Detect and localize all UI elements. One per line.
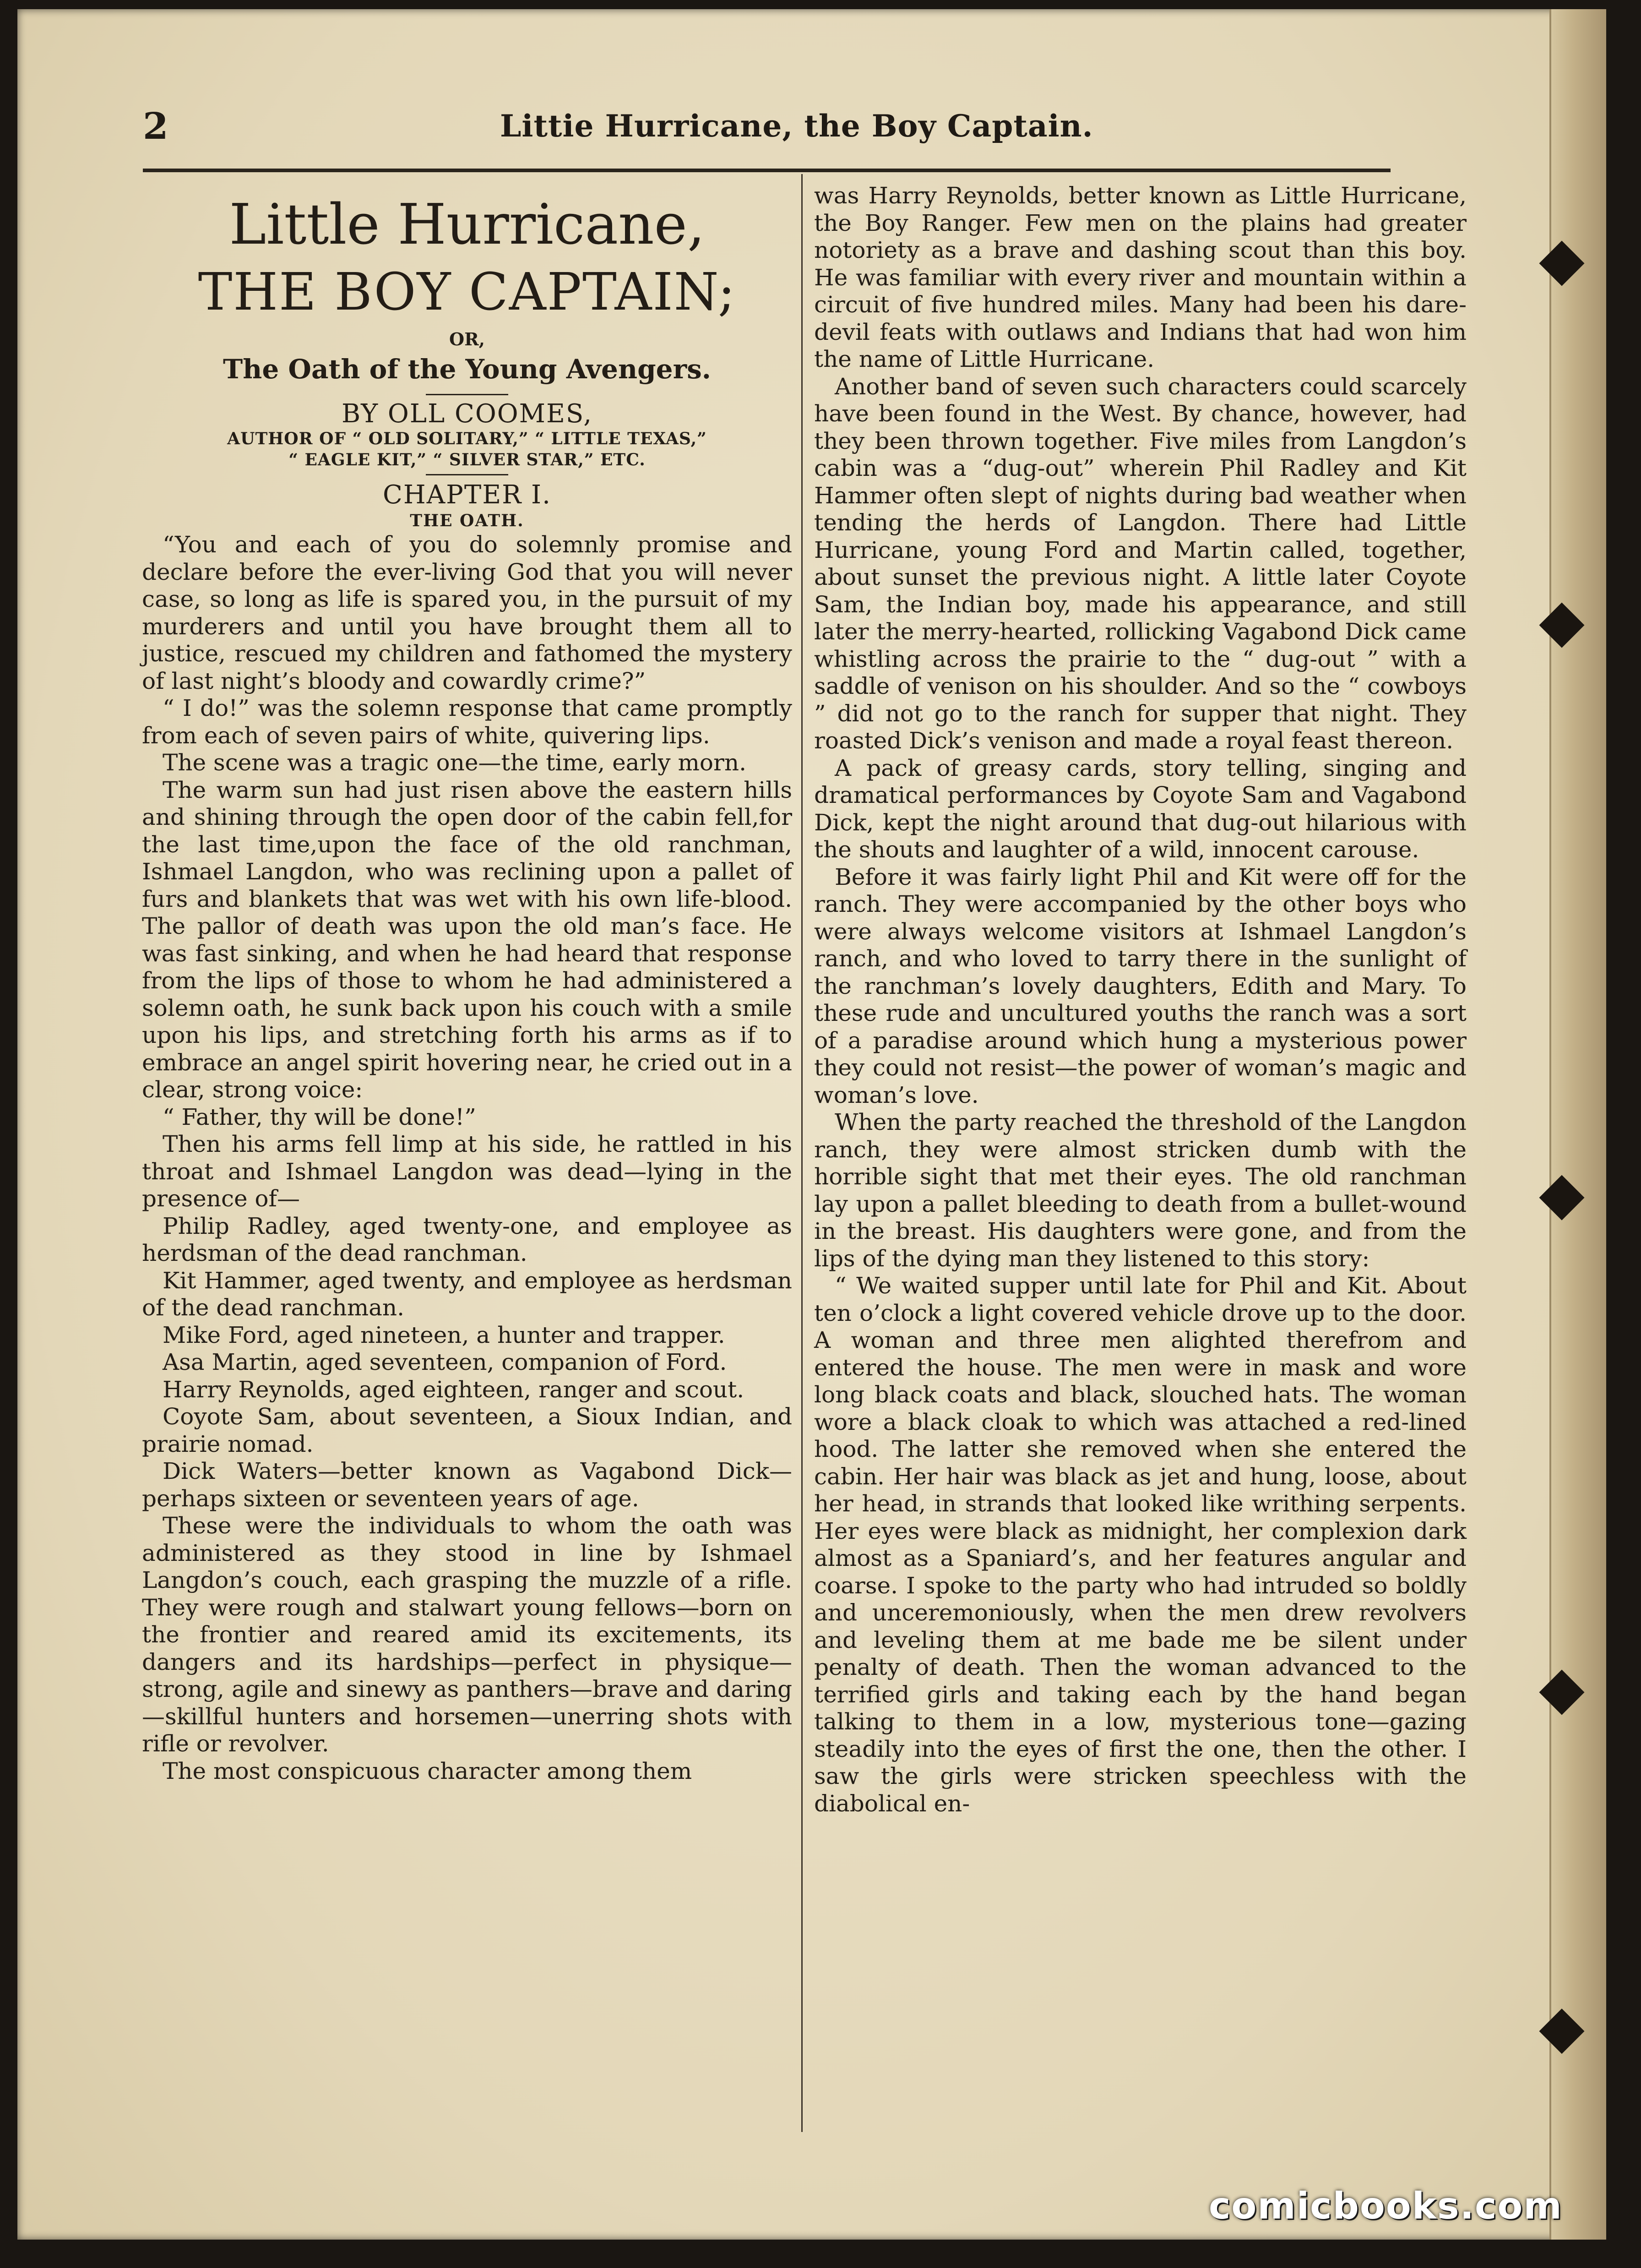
paragraph: “You and each of you do solemnly promise and declare before the ever-living God that you will never case, so long as life is spared you, in the pursuit of my murderers and until you have brought them all to justice, rescued my children and fathomed the mystery of last night’s bloody and cowardly crime?” [142,531,792,694]
binding-stitch [1539,1670,1585,1715]
site-watermark: comicbooks.com [1209,2185,1563,2227]
column-rule [801,174,803,2132]
paragraph: When the party reached the threshold of the Langdon ranch, they were almost stricken dumb with the horrible sight that met their eyes. The old ranchman lay upon a pallet bleeding to death from a bullet-wound in the breast. His daughters were gone, and from the lips of the dying man they listened to this story: [814,1109,1467,1272]
paragraph: “ I do!” was the solemn response that came promptly from each of seven pairs of white, quivering lips. [142,695,792,749]
author-credits-2: “ EAGLE KIT,” “ SILVER STAR,” ETC. [288,450,646,469]
paragraph: was Harry Reynolds, better known as Little Hurricane, the Boy Ranger. Few men on the plains had greater notoriety as a brave and dashing scout than this boy. He was familiar with every river and mountain within a circuit of five hundred miles. Many had been his dare-devil feats with outlaws and Indians that had won him the name of Little Hurricane. [814,182,1467,372]
paragraph: Dick Waters—better known as Vagabond Dick—perhaps sixteen or seventeen years of age. [142,1458,792,1512]
paragraph: Coyote Sam, about seventeen, a Sioux Indian, and prairie nomad. [142,1403,792,1457]
chapter-subheading: THE OATH. [410,511,524,530]
paragraph: The warm sun had just risen above the eastern hills and shining through the open door of the cabin fell,for the last time,upon the face of the old ranchman, Ishmael Langdon, who was reclining upon a pallet of furs and blankets that was wet with his own life-blood. The pallor of death was upon the old man’s face. He was fast sinking, and when he had heard that response from the lips of those to whom he had administered a solemn oath, he sunk back upon his couch with a smile upon his lips, and stretching forth his arms as if to embrace an angel spirit hovering near, he cried out in a clear, strong voice: [142,776,792,1103]
paragraph: The most conspicuous character among them [163,1757,692,1784]
page-number: 2 [143,104,168,147]
title-rule [426,394,508,395]
byline: BY OLL COOMES, [341,399,593,429]
paragraph: Asa Martin, aged seventeen, companion of Ford. [163,1349,727,1375]
binding-stitch [1539,603,1585,648]
story-subtitle: THE BOY CAPTAIN; [198,262,736,322]
byline-rule [426,474,508,475]
header-rule [143,169,1391,172]
paragraph: These were the individuals to whom the oath was administered as they stood in line by Ishmael Langdon’s couch, each grasping the muzzle of a rifle. They were rough and stalwart young fellows—born on the frontier and reared amid its excitements, its dangers and its hardships—perfect in physique—strong, agile and sinewy as panthers—brave and daring—skillful hunters and horsemen—unerring shots with rifle or revolver. [142,1512,792,1757]
paragraph: “ Father, thy will be done!” [163,1103,476,1130]
running-title: Littie Hurricane, the Boy Captain. [500,108,1093,144]
paragraph: Kit Hammer, aged twenty, and employee as herdsman of the dead ranchman. [142,1267,792,1321]
binding-stitch [1539,1175,1585,1221]
page-binding [1549,9,1606,2240]
paragraph: Another band of seven such characters could scarcely have been found in the West. By chance, however, had they been thrown together. Five miles from Langdon’s cabin was a “dug-out” wherein Phil Radley and Kit Hammer often slept of nights during bad weather when tending the herds of Langdon. There had Little Hurricane, young Ford and Martin called, together, about sunset the previous night. A little later Coyote Sam, the Indian boy, made his appearance, and still later the merry-hearted, rollicking Vagabond Dick came whistling across the prairie to the “ dug-out ” with a saddle of venison on his shoulder. And so the “ cowboys ” did not go to the ranch for supper that night. They roasted Dick’s venison and made a royal feast thereon. [814,373,1467,754]
alternate-title: The Oath of the Young Avengers. [223,354,711,385]
author-credits-1: AUTHOR OF “ OLD SOLITARY,” “ LITTLE TEXAS,” [227,429,707,448]
chapter-heading: CHAPTER I. [383,480,551,510]
binding-stitch [1539,2009,1585,2054]
paragraph: Then his arms fell limp at his side, he rattled in his throat and Ishmael Langdon was dead—lying in the presence of— [142,1131,792,1212]
paragraph: Before it was fairly light Phil and Kit were off for the ranch. They were accompanied by the other boys who were always welcome visitors at Ishmael Langdon’s ranch, and who loved to tarry there in the sunlight of the ranchman’s lovely daughters, Edith and Mary. To these rude and uncultured youths the ranch was a sort of a paradise around which hung a mysterious power they could not resist—the power of woman’s magic and woman’s love. [814,863,1467,1108]
binding-stitch [1539,241,1585,286]
paragraph: Harry Reynolds, aged eighteen, ranger and scout. [163,1376,744,1403]
paragraph: The scene was a tragic one—the time, early morn. [163,749,747,776]
paragraph: Philip Radley, aged twenty-one, and employee as herdsman of the dead ranchman. [142,1212,792,1266]
paragraph: Mike Ford, aged nineteen, a hunter and trapper. [163,1321,725,1348]
right-column [814,182,1467,1817]
running-header [143,104,1388,155]
title-or: OR, [449,329,485,349]
story-title: Little Hurricane, [229,192,705,257]
left-column [142,181,792,1785]
paragraph: “ We waited supper until late for Phil and Kit. About ten o’clock a light covered vehicle drove up to the door. A woman and three men alighted therefrom and entered the house. The men were in mask and wore long black coats and black, slouched hats. The woman wore a black cloak to which was attached a red-lined hood. The latter she removed when she entered the cabin. Her hair was black as jet and hung, loose, about her head, in strands that looked like writhing serpents. Her eyes were black as midnight, her complexion dark almost as a Spaniard’s, and her features angular and coarse. I spoke to the party who had intruded so boldly and unceremoniously, when the men drew revolvers and leveling them at me bade me be silent under penalty of death. Then the woman advanced to the terrified girls and taking each by the hand began talking to them in a low, mysterious tone—gazing steadily into the eyes of first the one, then the other. I saw the girls were stricken speechless with the diabolical en- [814,1272,1467,1817]
paragraph: A pack of greasy cards, story telling, singing and dramatical performances by Coyote Sam and Vagabond Dick, kept the night around that dug-out hilarious with the shouts and laughter of a wild, innocent carouse. [814,754,1467,863]
